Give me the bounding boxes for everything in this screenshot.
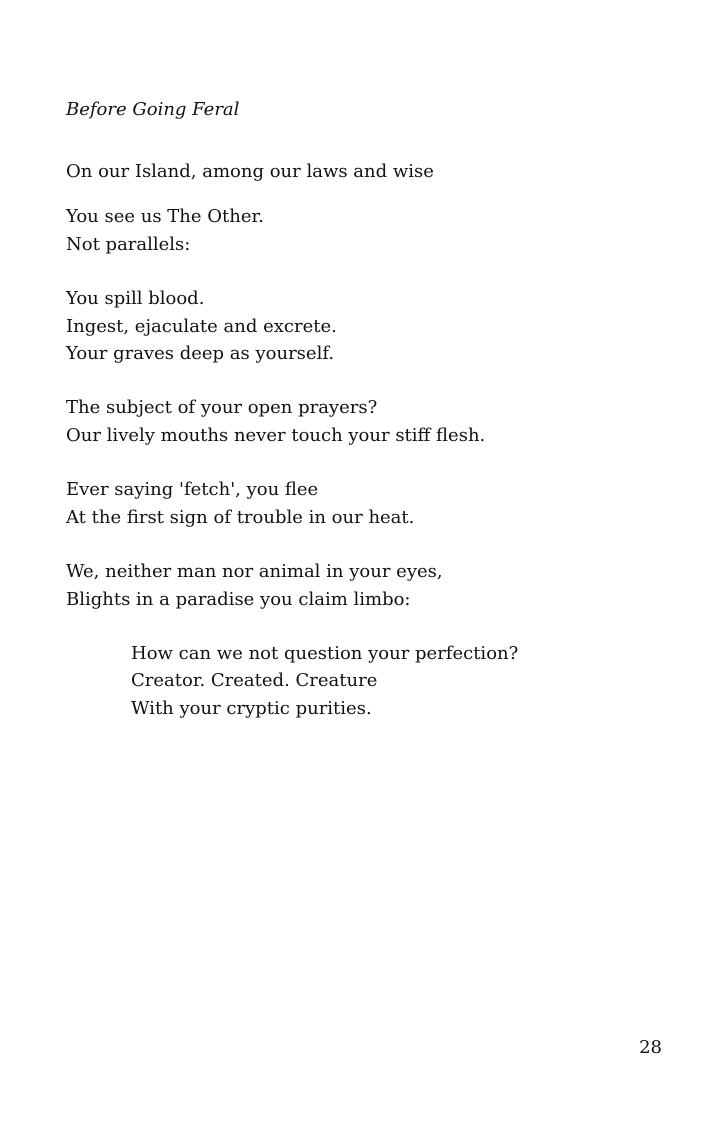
poem-line: Not parallels: xyxy=(66,234,191,255)
poem-line: Ingest, ejaculate and excrete. xyxy=(66,316,337,337)
poem-line-indented: How can we not question your perfection? xyxy=(131,643,519,664)
poem-line: You see us The Other. xyxy=(66,206,264,227)
poem-line: Your graves deep as yourself. xyxy=(66,343,335,364)
poem-line: Blights in a paradise you claim limbo: xyxy=(66,589,411,610)
poem-line: The subject of your open prayers? xyxy=(66,397,378,418)
poem-line: You spill blood. xyxy=(66,288,205,309)
poem-line-indented: With your cryptic purities. xyxy=(131,698,372,719)
poem-line: We, neither man nor animal in your eyes, xyxy=(66,561,443,582)
poem-line: At the first sign of trouble in our heat. xyxy=(66,507,415,528)
poem-line: Ever saying 'fetch', you flee xyxy=(66,479,319,500)
poem-line: On our Island, among our laws and wise xyxy=(66,161,434,182)
poem-line-indented: Creator. Created. Creature xyxy=(131,670,378,691)
page-number: 28 xyxy=(639,1037,662,1058)
poem-line: Our lively mouths never touch your stiff flesh. xyxy=(66,425,486,446)
poem-title: Before Going Feral xyxy=(66,99,240,120)
